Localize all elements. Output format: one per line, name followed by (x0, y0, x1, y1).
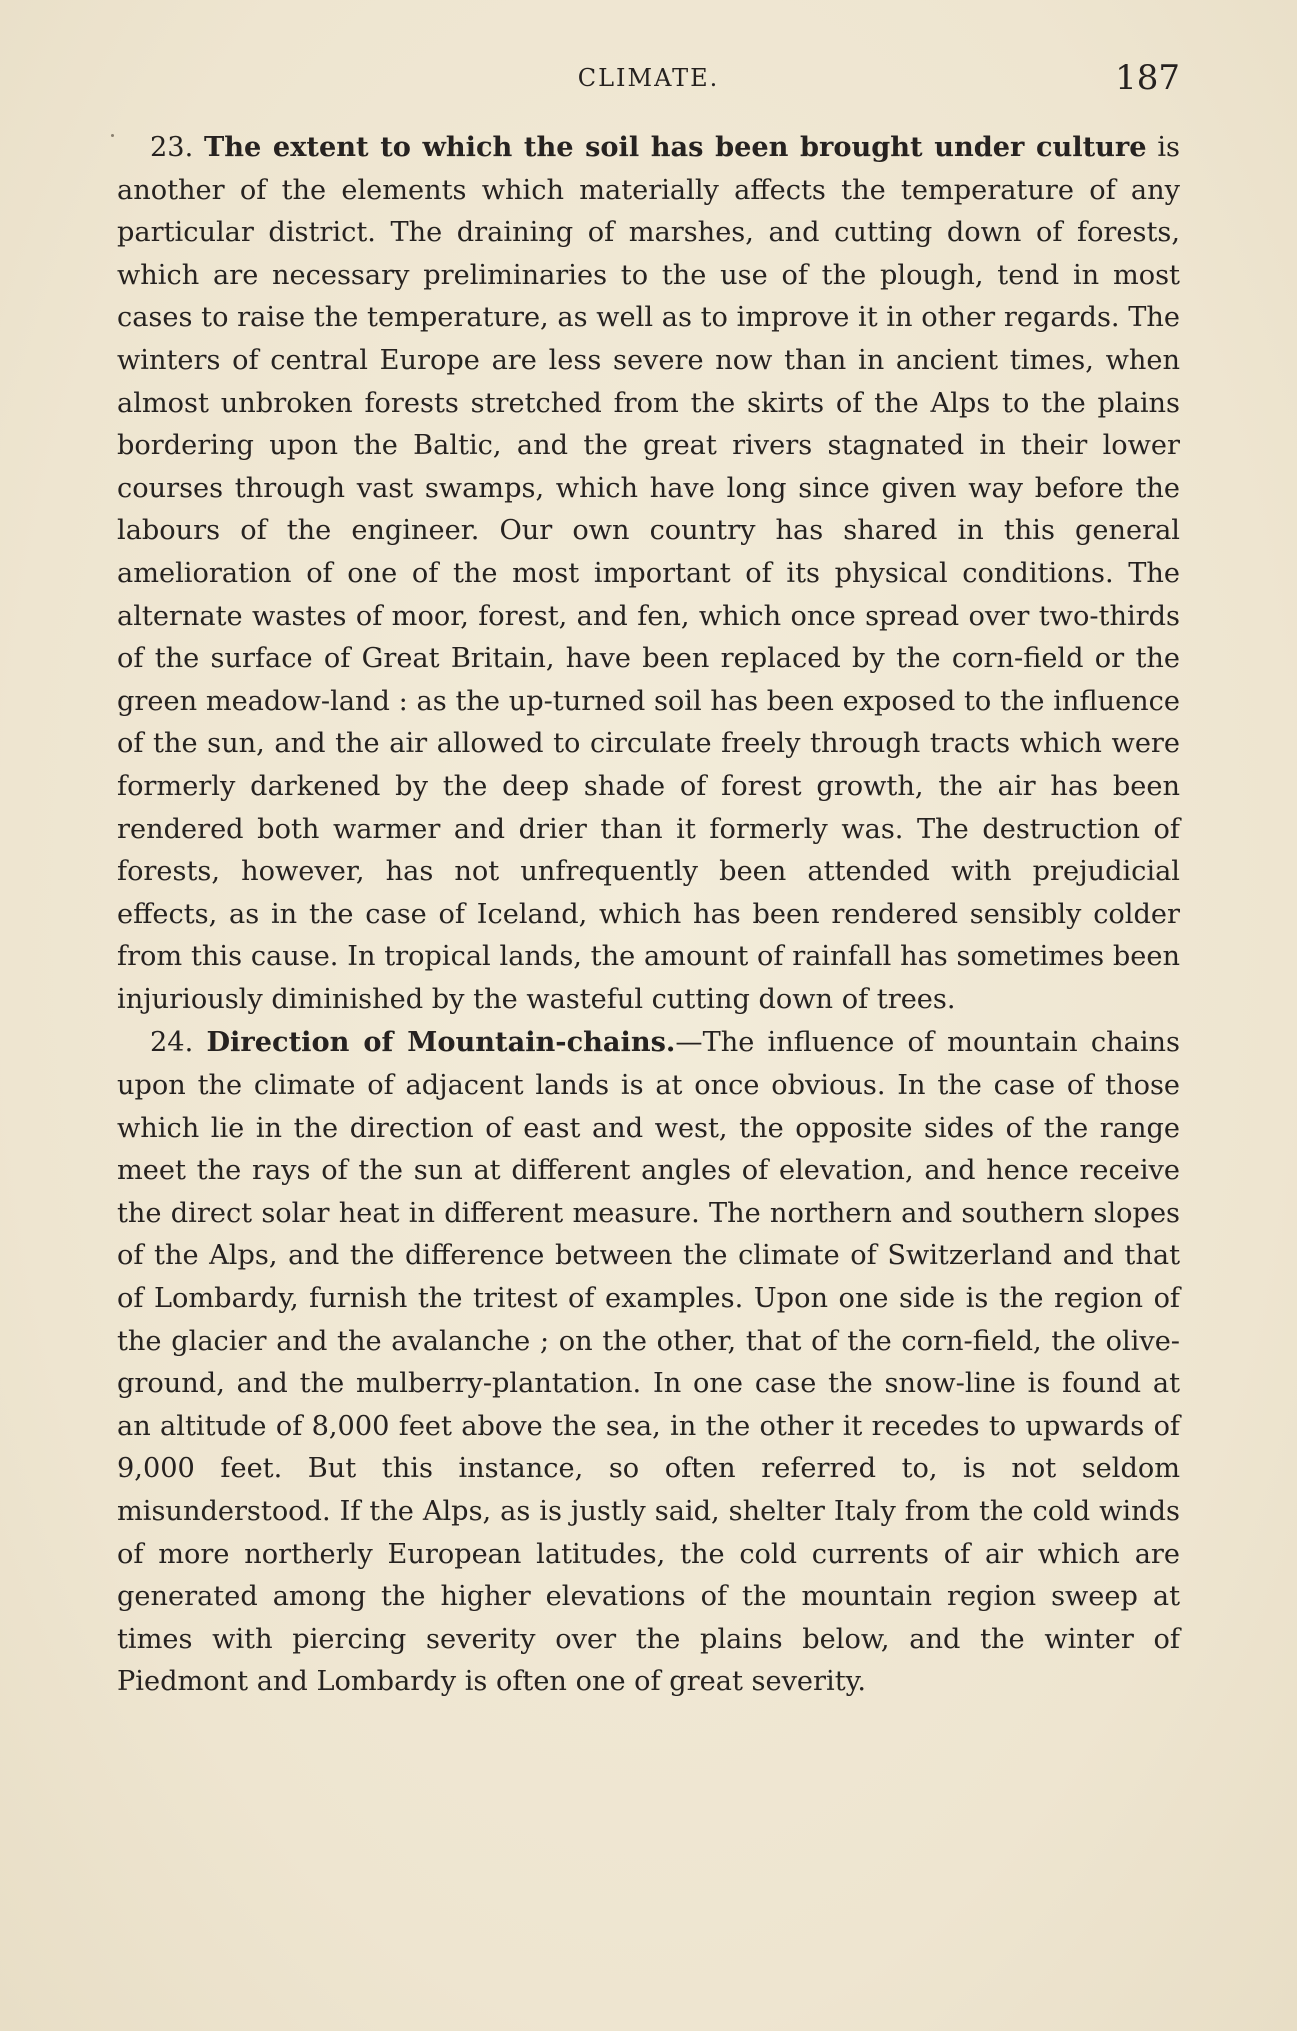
paragraph-text: —The influence of mountain chains upon the climate of adjacent lands is at once obvious. In the case of those which lie in the direction of east and west, the opposite sides of the range meet the rays of the sun at different angles of elevation, and hence receive the direct solar heat in different measure. The northern and southern slopes of the Alps, and the difference between the climate of Switzerland and that of Lombardy, furnish the tritest of examples. Upon one side is the region of the glacier and the avalanche ; on the other, that of the corn-field, the olive-ground, and the mulberry-plantation. In one case the snow-line is found at an altitude of 8,000 feet above the sea, in the other it recedes to upwards of 9,000 feet. But this instance, so often referred to, is not seldom misunderstood. If the Alps, as is justly said, shelter Italy from the cold winds of more northerly European latitudes, the cold currents of air which are generated among the higher elevations of the mountain region sweep at times with piercing severity over the plains below, and the winter of Piedmont and Lombardy is often one of great severity. (117, 1027, 1180, 1698)
running-title: CLIMATE. (577, 64, 720, 92)
paragraph-24 (117, 1021, 1180, 1704)
body-text (117, 126, 1180, 1704)
running-head (117, 58, 1180, 106)
section-number: 24. (150, 1027, 194, 1059)
section-number: 23. (150, 132, 194, 163)
paragraph-lead-in: The extent to which the soil has been brought under culture (204, 131, 1147, 163)
paragraph-text: is another of the elements which materially affects the temperature of any particular district. The draining of marshes, and cutting down of forests, which are necessary preliminaries to the use of the plough, tend in most cases to raise the temperature, as well as to improve it in other regards. The winters of central Europe are less severe now than in ancient times, when almost unbroken forests stretched from the skirts of the Alps to the plains bordering upon the Baltic, and the great rivers stagnated in their lower courses through vast swamps, which have long since given way before the labours of the engineer. Our own country has shared in this general amelioration of one of the most important of its physical conditions. The alternate wastes of moor, forest, and fen, which once spread over two-thirds of the surface of Great Britain, have been replaced by the corn-field or the green meadow-land : as the up-turned soil has been exposed to the influence of the sun, and the air allowed to circulate freely through tracts which were formerly darkened by the deep shade of forest growth, the air has been rendered both warmer and drier than it formerly was. The destruction of forests, however, has not unfrequently been attended with prejudicial effects, as in the case of Iceland, which has been rendered sensibly colder from this cause. In tropical lands, the amount of rainfall has sometimes been injuriously diminished by the wasteful cutting down of trees. (117, 132, 1180, 1015)
page-number: 187 (1115, 58, 1180, 98)
ink-speck (111, 134, 114, 137)
paragraph-23 (117, 126, 1180, 1021)
section-title: Direction of Mountain-chains. (206, 1026, 676, 1059)
